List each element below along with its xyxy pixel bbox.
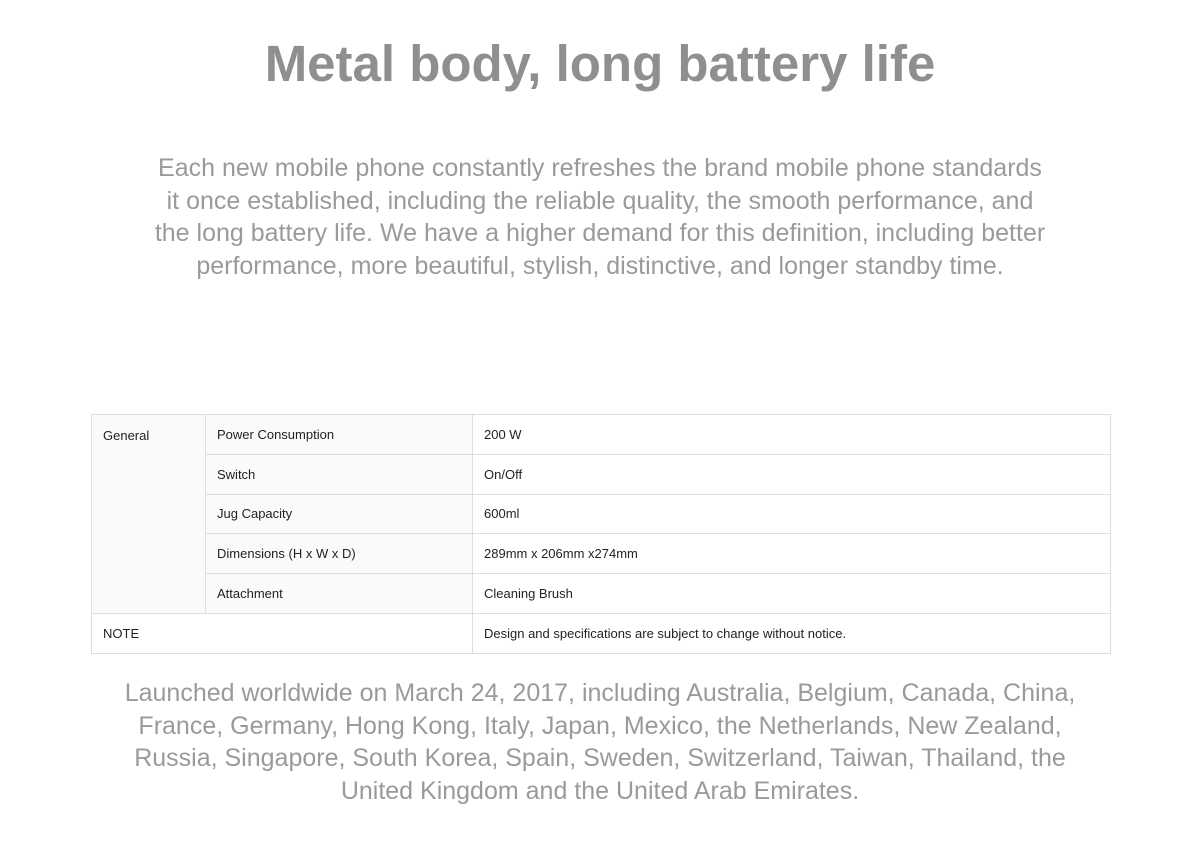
spec-name: Jug Capacity (206, 494, 473, 534)
spec-name: Attachment (206, 574, 473, 614)
table-row (92, 454, 1111, 494)
spec-value: 600ml (473, 494, 1111, 534)
spec-group-label: General (92, 415, 206, 614)
table-row (92, 574, 1111, 614)
note-value: Design and specifications are subject to change without notice. (473, 613, 1111, 653)
spec-value: 289mm x 206mm x274mm (473, 534, 1111, 574)
table-row (92, 494, 1111, 534)
spec-name: Power Consumption (206, 415, 473, 455)
spec-name: Switch (206, 454, 473, 494)
spec-value: Cleaning Brush (473, 574, 1111, 614)
note-label: NOTE (92, 613, 473, 653)
table-row (92, 415, 1111, 455)
spec-name: Dimensions (H x W x D) (206, 534, 473, 574)
spec-value: 200 W (473, 415, 1111, 455)
intro-paragraph: Each new mobile phone constantly refreshes the brand mobile phone standards it once established, including the reliable quality, the smooth performance, and the long battery life. We have a higher demand for this definition, including better performance, more beautiful, stylish, distinctive, and longer standby time. (154, 154, 1046, 280)
page-title: Metal body, long battery life (264, 35, 936, 92)
table-row (92, 534, 1111, 574)
spec-table (91, 414, 1111, 654)
table-row (92, 613, 1111, 653)
launch-paragraph: Launched worldwide on March 24, 2017, including Australia, Belgium, Canada, China, France, Germany, Hong Kong, Italy, Japan, Mexico, the Netherlands, New Zealand, Russia, Singapore, South Korea, Spain, Sweden, Switzerland, Taiwan, Thailand, the United Kingdom and the United Arab Emirates. (124, 679, 1076, 805)
spec-value: On/Off (473, 454, 1111, 494)
